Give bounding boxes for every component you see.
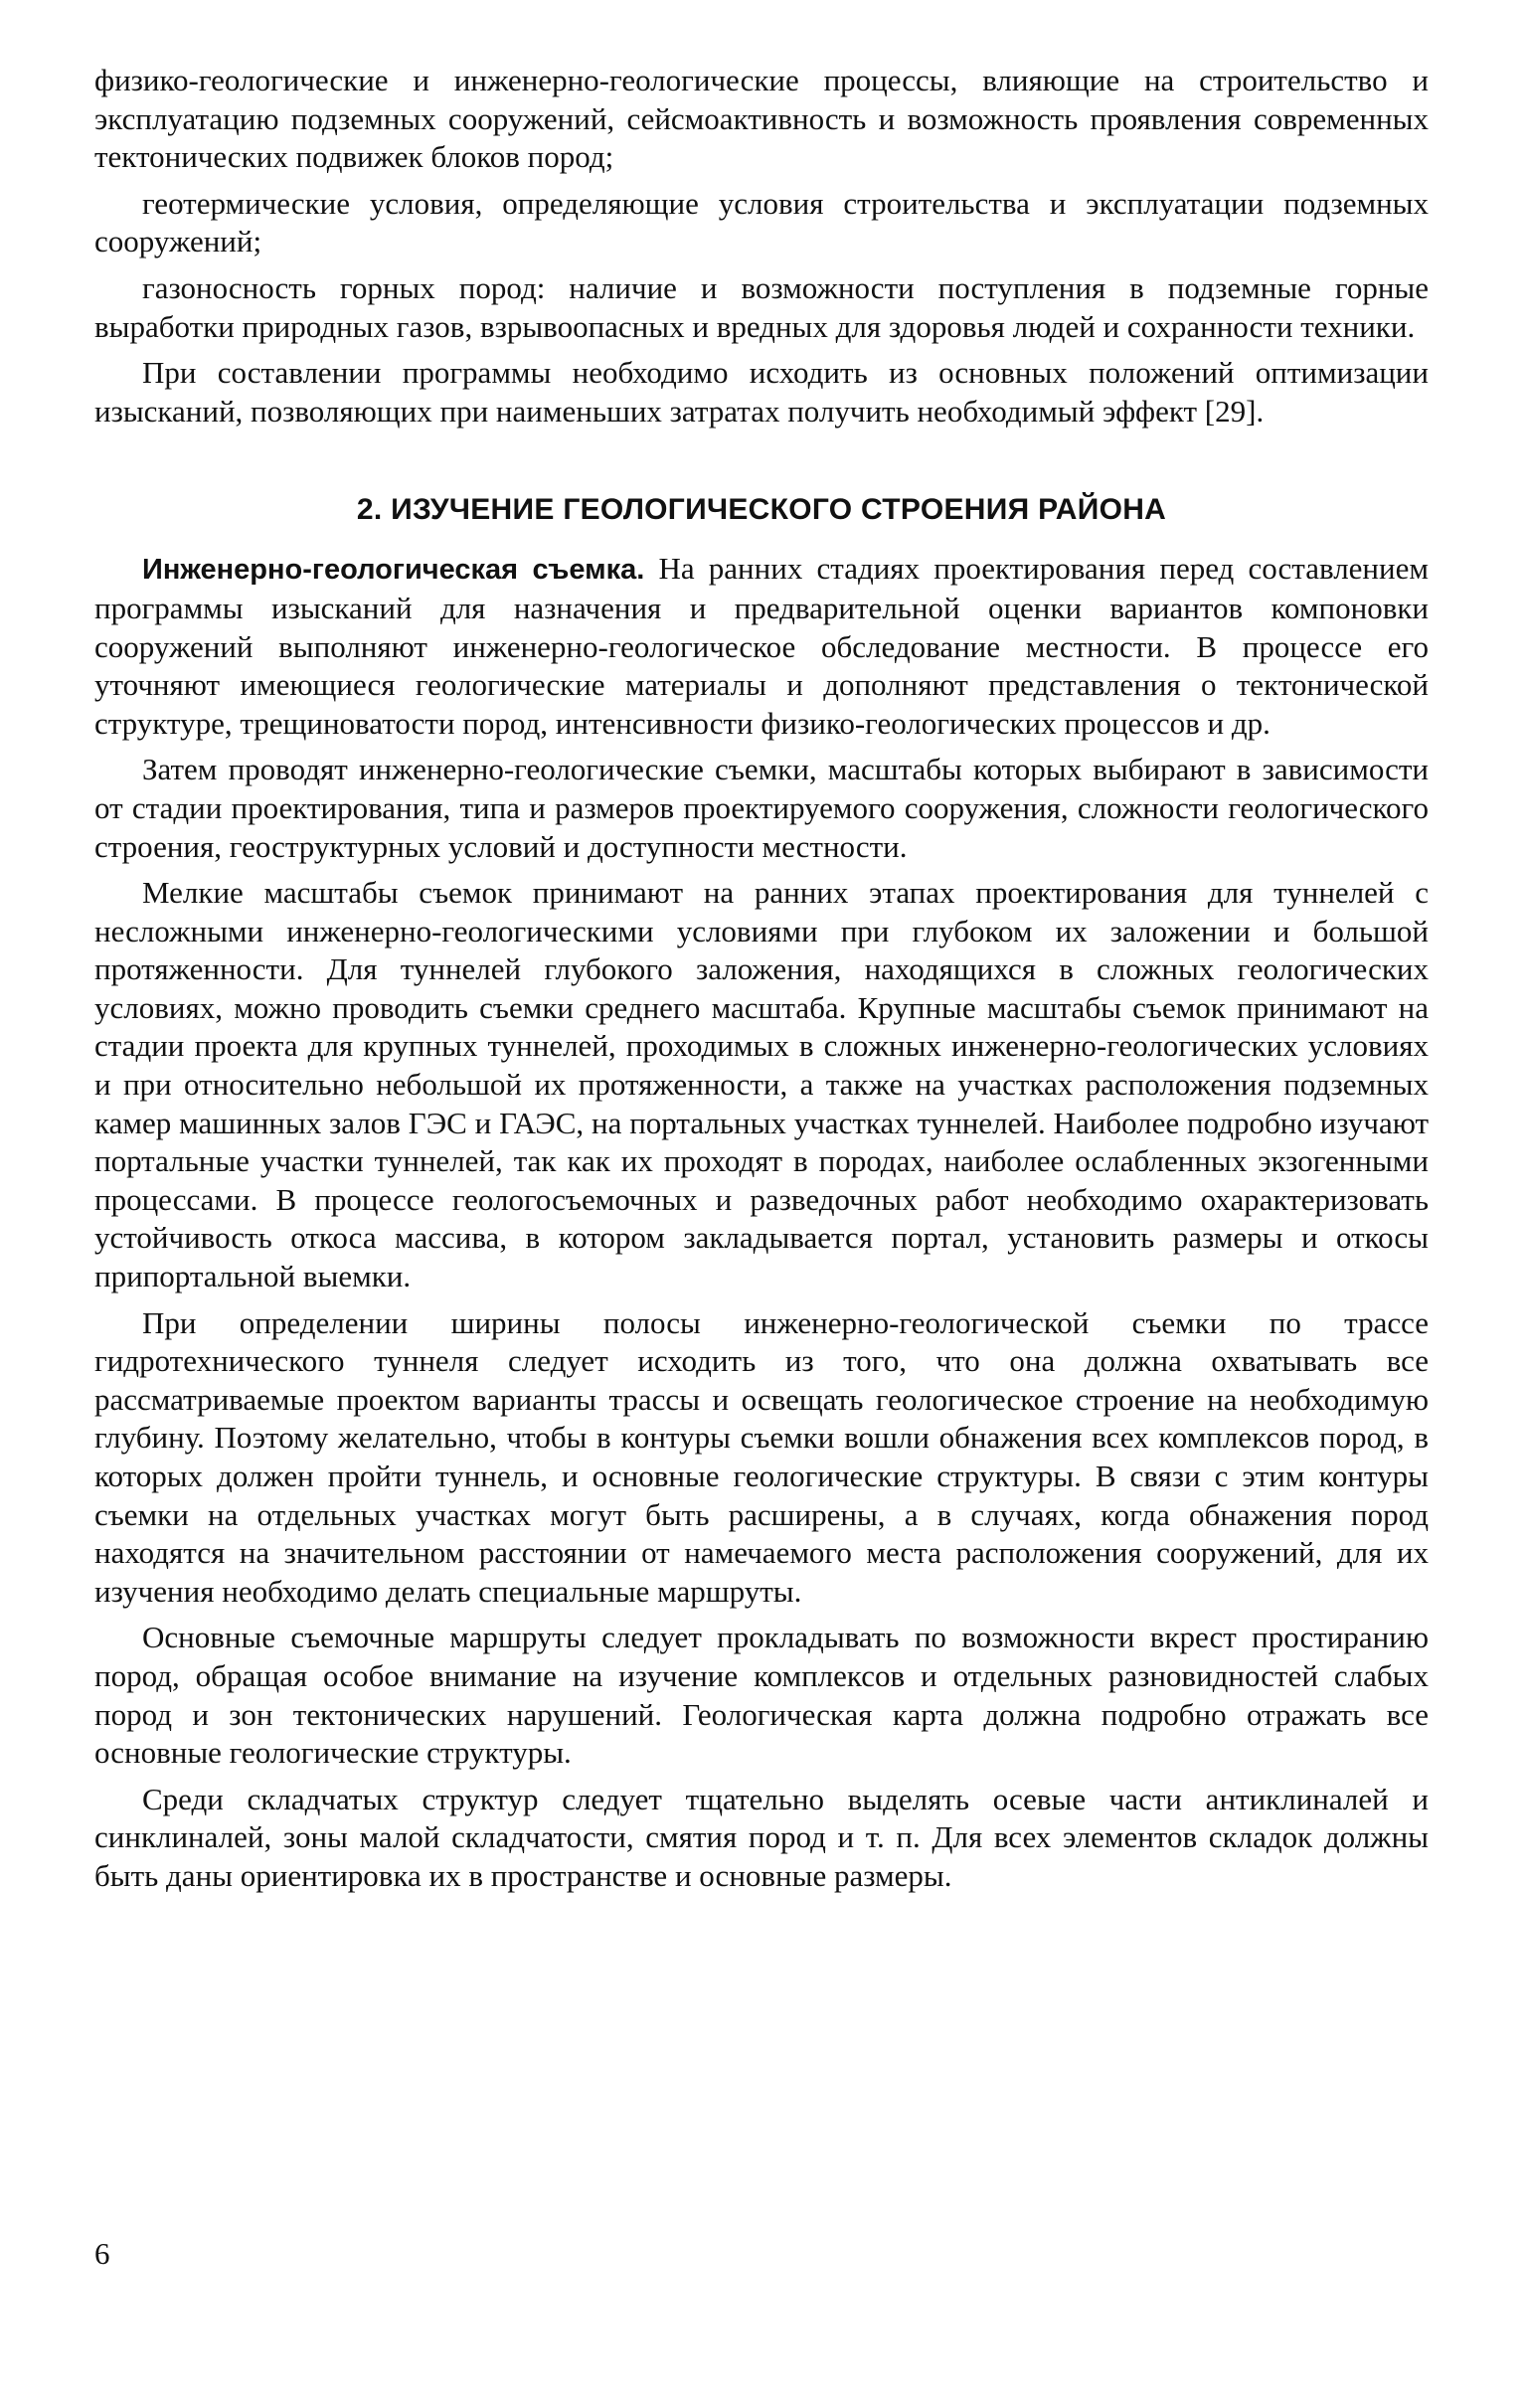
paragraph-survey-scales: Затем проводят инженерно-геологические съемки, масштабы которых выбирают в зависимости от стадии проектирования, типа и размеров проектируемого сооружения, сложности геологического строения, геоструктурных условий и доступности местности.: [94, 752, 1429, 864]
section-heading: 2. ИЗУЧЕНИЕ ГЕОЛОГИЧЕСКОГО СТРОЕНИЯ РАЙОНА: [356, 493, 1167, 527]
survey-intro-text: На ранних стадиях проектирования перед составлением программы изысканий для назначения и предварительной оценки вариантов компоновки сооружений выполняют инженерно-геологическое обследование местности. В процессе его уточняют имеющиеся геологические материалы и дополняют представления о тектонической структуре, трещиноватости пород, интенсивности физико-геологических процессов и др.: [94, 551, 1429, 741]
run-in-title: Инженерно-геологическая съемка.: [142, 554, 645, 587]
paragraph-small-scales: Мелкие масштабы съемок принимают на ранних этапах проектирования для туннелей с несложными инженерно-геологическими условиями при глубоком их заложении и большой протяженности. Для туннелей глубокого заложения, находящихся в сложных геологических условиях, можно проводить съемки среднего масштаба. Крупные масштабы съемок принимают на стадии проекта для крупных туннелей, проходимых в сложных инженерно-геологических условиях и при относительно небольшой их протяженности, а также на участках расположения подземных камер машинных залов ГЭС и ГАЭС, на портальных участках туннелей. Наиболее подробно изучают портальные участки туннелей, так как их проходят в породах, наиболее ослабленных экзогенными процессами. В процессе геологосъемочных и разведочных работ необходимо охарактеризовать устойчивость откоса массива, в котором закладывается портал, установить размеры и откосы припортальной выемки.: [94, 875, 1429, 1294]
paragraph-routes: Основные съемочные маршруты следует прокладывать по возможности вкрест простиранию пород, обращая особое внимание на изучение комплексов и отдельных разновидностей слабых пород и зон тектонических нарушений. Геологическая карта должна подробно отражать все основные геологические структуры.: [94, 1620, 1429, 1771]
paragraph-geothermal: геотермические условия, определяющие условия строительства и эксплуатации подземных сооружений;: [94, 185, 1429, 259]
paragraph-survey-intro: [94, 550, 1429, 743]
paragraph-program: При составлении программы необходимо исходить из основных положений оптимизации изысканий, позволяющих при наименьших затратах получить необходимый эффект [29].: [94, 355, 1429, 429]
paragraph-folded-structures: Среди складчатых структур следует тщательно выделять осевые части антиклиналей и синклиналей, зоны малой складчатости, смятия пород и т. п. Для всех элементов складок должны быть даны ориентировка их в пространстве и основные размеры.: [94, 1781, 1429, 1893]
page-number: 6: [94, 2236, 110, 2271]
paragraph-survey-width: При определении ширины полосы инженерно-геологической съемки по трассе гидротехнического туннеля следует исходить из того, что она должна охватывать все рассматриваемые проектом варианты трассы и освещать геологическое строение на необходимую глубину. Поэтому желательно, чтобы в контуры съемки вошли обнажения всех комплексов пород, в которых должен пройти туннель, и основные геологические структуры. В связи с этим контуры съемки на отдельных участках могут быть расширены, а в случаях, когда обнажения пород находятся на значительном расстоянии от намечаемого места расположения сооружений, для их изучения необходимо делать специальные маршруты.: [94, 1304, 1429, 1609]
paragraph-processes: физико-геологические и инженерно-геологические процессы, влияющие на строительство и эксплуатацию подземных сооружений, сейсмоактивность и возможность проявления современных тектонических подвижек блоков пород;: [94, 63, 1429, 175]
paragraph-gas-content: газоносность горных пород: наличие и возможности поступления в подземные горные выработки природных газов, взрывоопасных и вредных для здоровья людей и сохранности техники.: [94, 269, 1429, 344]
